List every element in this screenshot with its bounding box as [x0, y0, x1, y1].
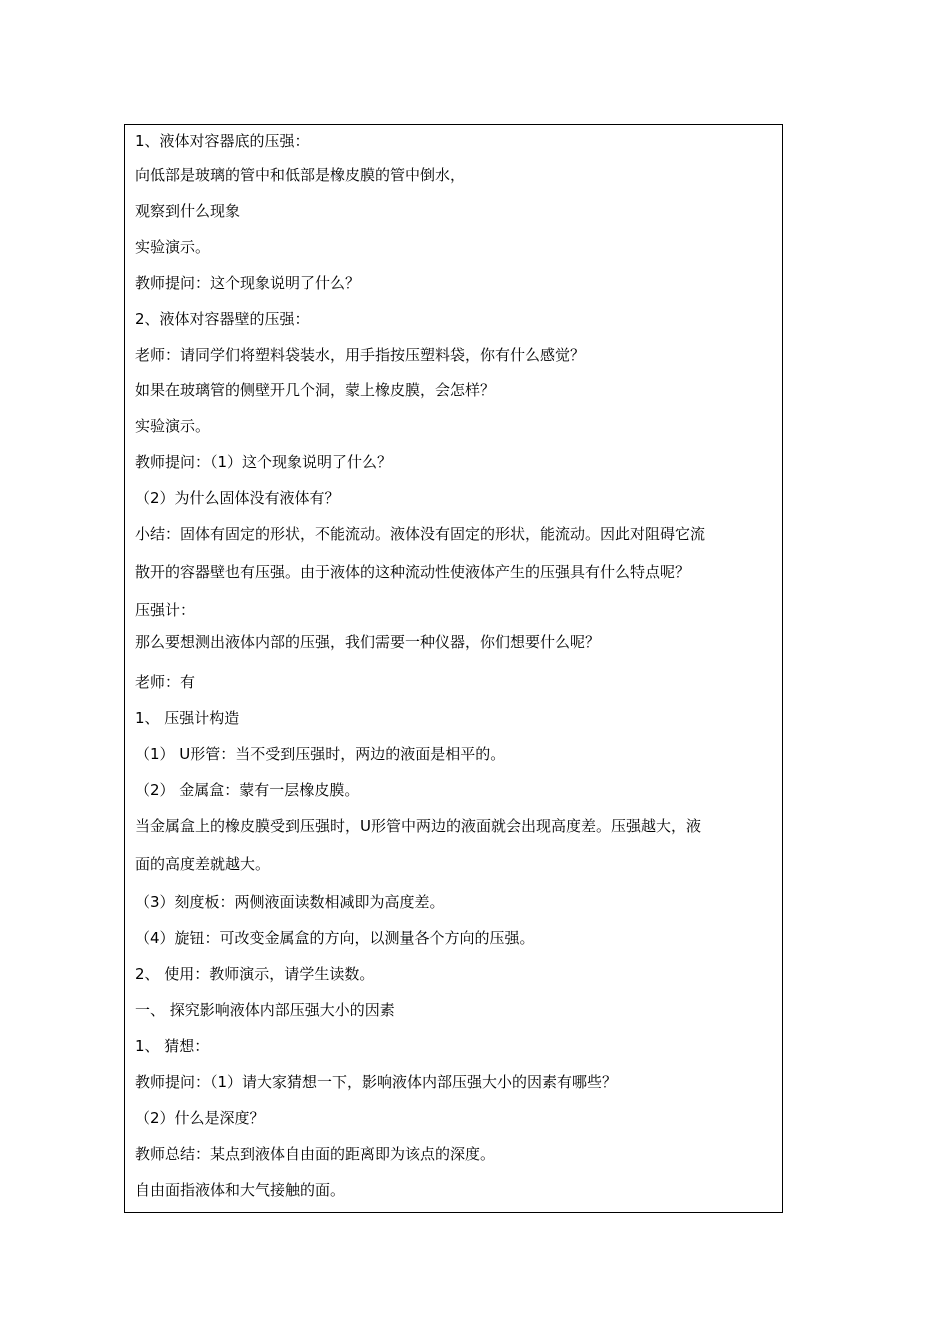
text-line: 小结：固体有固定的形状，不能流动。液体没有固定的形状，能流动。因此对阻碍它流	[135, 525, 706, 543]
text-line: 向低部是玻璃的管中和低部是橡皮膜的管中倒水，	[135, 166, 466, 184]
text-line: 教师总结：某点到液体自由面的距离即为该点的深度。	[135, 1145, 496, 1163]
text-line: 2、液体对容器壁的压强：	[135, 310, 310, 328]
text-line: 教师提问：（1）请大家猜想一下，影响液体内部压强大小的因素有哪些？	[135, 1073, 618, 1091]
text-line: 1、液体对容器底的压强：	[135, 132, 310, 150]
text-line: （4）旋钮：可改变金属盒的方向，以测量各个方向的压强。	[135, 929, 535, 947]
document-frame	[124, 124, 783, 1213]
text-line: 那么要想测出液体内部的压强，我们需要一种仪器，你们想要什么呢？	[135, 633, 601, 651]
text-line: 2、 使用：教师演示，请学生读数。	[135, 965, 375, 983]
text-line: 当金属盒上的橡皮膜受到压强时，U形管中两边的液面就会出现高度差。压强越大，液	[135, 817, 701, 835]
text-line: 观察到什么现象	[135, 202, 241, 220]
text-line: 压强计：	[135, 601, 196, 619]
text-line: 1、 猜想：	[135, 1037, 210, 1055]
text-line: 面的高度差就越大。	[135, 855, 271, 873]
text-line: 自由面指液体和大气接触的面。	[135, 1181, 346, 1199]
text-line: 老师：请同学们将塑料袋装水，用手指按压塑料袋，你有什么感觉？	[135, 346, 586, 364]
text-line: 散开的容器壁也有压强。由于液体的这种流动性使液体产生的压强具有什么特点呢？	[135, 563, 691, 581]
text-line: 一、 探究影响液体内部压强大小的因素	[135, 1001, 395, 1019]
text-line: 教师提问：（1）这个现象说明了什么？	[135, 453, 393, 471]
text-line: 1、 压强计构造	[135, 709, 240, 727]
text-line: （3）刻度板：两侧液面读数相减即为高度差。	[135, 893, 445, 911]
text-line: 如果在玻璃管的侧壁开几个洞，蒙上橡皮膜，会怎样？	[135, 381, 496, 399]
text-line: （2）什么是深度？	[135, 1109, 265, 1127]
text-line: 实验演示。	[135, 417, 211, 435]
text-line: （2） 金属盒：蒙有一层橡皮膜。	[135, 781, 360, 799]
text-line: 教师提问：这个现象说明了什么？	[135, 274, 361, 292]
text-line: （2）为什么固体没有液体有？	[135, 489, 340, 507]
text-line: 老师：有	[135, 673, 196, 691]
text-line: 实验演示。	[135, 238, 211, 256]
text-line: （1） U形管：当不受到压强时，两边的液面是相平的。	[135, 745, 506, 763]
